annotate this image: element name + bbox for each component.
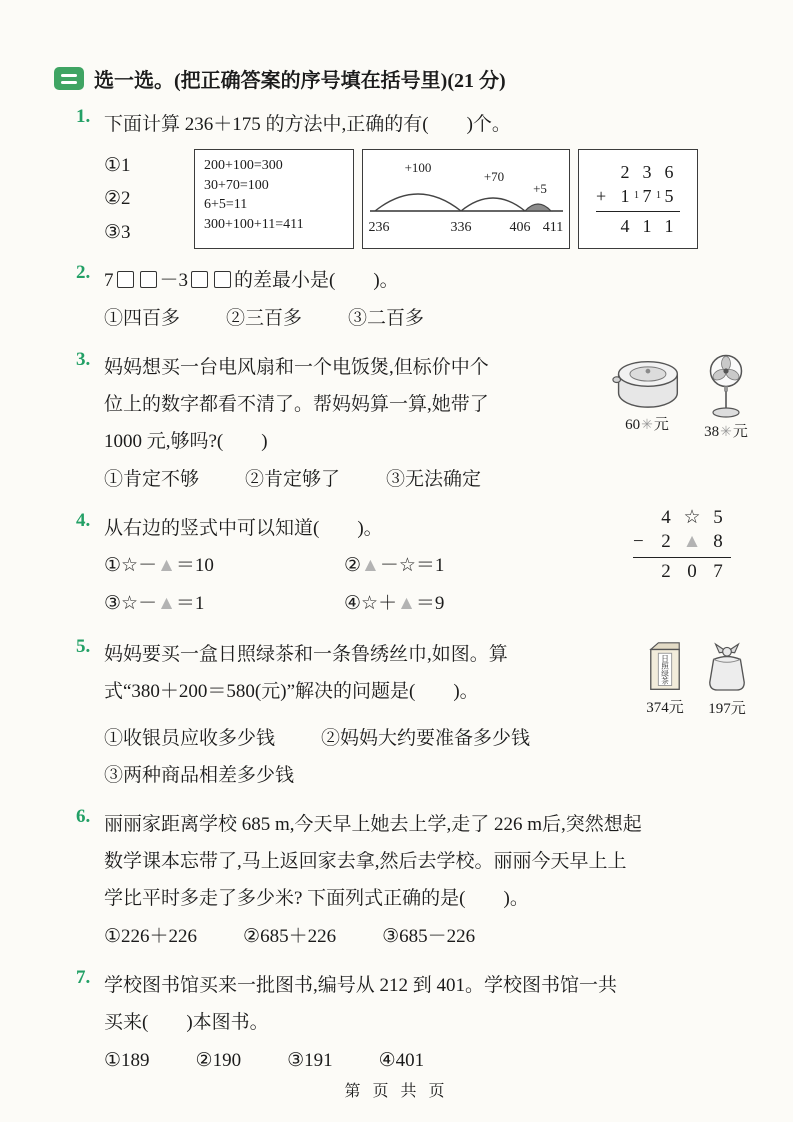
options-row: [104, 721, 749, 756]
question-3-figures: [611, 349, 749, 460]
options-row: [104, 301, 749, 336]
page-footer: 第 页 共 页: [344, 1083, 449, 1100]
options-row: [104, 1043, 749, 1078]
section-two-icon: [54, 67, 84, 90]
options-row: [104, 585, 749, 623]
question-4: [76, 507, 749, 623]
question-text: 妈妈要买一盒日照绿茶和一条鲁绣丝巾,如图。算 式“380＋200＝580(元)”解决的问题是( )。: [104, 644, 508, 702]
question-number: 7.: [76, 967, 91, 988]
price-label: 60✳元: [625, 417, 669, 433]
tea-box-icon: [645, 640, 685, 695]
option: ①肯定不够: [104, 469, 200, 490]
svg-text:茶: 茶: [661, 676, 669, 686]
question-text: 买来( )本图书。: [104, 1012, 269, 1033]
option: ①189: [104, 1050, 150, 1071]
option: ①☆－▲＝10: [104, 555, 214, 576]
question-text: 数学课本忘带了,马上返回家去拿,然后去学校。丽丽今天早上上: [104, 851, 627, 872]
difference-rule: [633, 557, 731, 558]
obscured-digit-icon: ✳: [641, 418, 653, 433]
carry-mark: 1: [656, 190, 661, 201]
option: ①226＋226: [104, 926, 198, 947]
section-header: [54, 64, 749, 93]
method-numberline-box: [362, 149, 570, 249]
svg-text:411: 411: [542, 220, 564, 235]
electric-fan-icon: [703, 353, 749, 419]
sum-rule: [596, 211, 680, 212]
svg-text:+100: +100: [404, 160, 432, 175]
star-shape: ☆: [121, 555, 139, 576]
rice-cooker-icon: [611, 353, 683, 412]
triangle-shape: ▲: [157, 593, 176, 614]
question-2: [76, 262, 749, 336]
equation-line: 30+70=100: [204, 177, 269, 193]
question-number: 4.: [76, 510, 91, 531]
method-decompose-box: [194, 149, 354, 249]
equation-line: 200+100=300: [204, 158, 283, 173]
question-5: [76, 636, 749, 793]
svg-text:236: 236: [368, 220, 390, 235]
triangle-shape: ▲: [361, 555, 380, 576]
option: ②妈妈大约要准备多少钱: [321, 728, 531, 749]
svg-text:+5: +5: [533, 181, 547, 196]
plus-sign: +: [596, 186, 607, 206]
option: ④☆＋▲＝9: [344, 593, 445, 614]
question-text: 学校图书馆买来一批图书,编号从 212 到 401。学校图书馆一共: [104, 975, 618, 996]
silk-scarf-bundle-icon: [705, 640, 749, 696]
section-title: 选一选。: [94, 70, 174, 92]
svg-text:照: 照: [661, 661, 669, 671]
question-text: 丽丽家距离学校 685 m,今天早上她去上学,走了 226 m后,突然想起: [104, 814, 642, 835]
number-line: [367, 153, 565, 245]
question-5-figures: [645, 636, 749, 719]
question-3: [76, 349, 749, 497]
option: ③☆－▲＝1: [104, 593, 205, 614]
vertical-subtraction: 4 ☆ 5 − 2 ▲ 8 2 0 7: [633, 506, 731, 584]
option: ②685＋226: [243, 926, 337, 947]
equation-line: 300+100+11=411: [204, 216, 304, 232]
svg-text:+70: +70: [483, 169, 505, 184]
option: ②2: [104, 188, 131, 210]
svg-text:406: 406: [509, 220, 531, 235]
option: ④401: [378, 1050, 425, 1071]
question-number: 6.: [76, 806, 91, 827]
blank-box: [117, 271, 134, 288]
question-1: [76, 106, 749, 249]
question-number: 3.: [76, 349, 91, 370]
triangle-shape: ▲: [157, 555, 176, 576]
question-number: 5.: [76, 636, 91, 657]
option: ③3: [104, 221, 131, 243]
vertical-addition: 2 3 6 + 1 1 7 1 5 4 1 1: [596, 160, 680, 238]
star-shape: ☆: [121, 593, 139, 614]
question-number: 1.: [76, 106, 91, 127]
svg-text:绿: 绿: [661, 669, 669, 679]
blank-box: [140, 271, 157, 288]
question-text: 7 －3 的差最小是( )。: [104, 270, 399, 291]
options-row: [104, 758, 749, 793]
question-text: 妈妈想买一台电风扇和一个电饭煲,但标价中个 位上的数字都看不清了。帮妈妈算一算,她带了 1000 元,够吗?( ): [104, 357, 489, 452]
equation-line: 6+5=11: [204, 197, 248, 212]
price-label: 197元: [708, 701, 746, 717]
option: ①1: [104, 155, 131, 177]
question-7: [76, 967, 749, 1078]
blank-box: [214, 271, 231, 288]
section-instructions: (把正确答案的序号填在括号里)(21 分): [174, 70, 506, 92]
option: ①四百多: [104, 308, 181, 329]
question-text: 下面计算 236＋175 的方法中,正确的有( )个。: [104, 114, 511, 135]
question-6: [76, 806, 749, 954]
option: ②肯定够了: [245, 469, 341, 490]
option: ①收银员应收多少钱: [104, 728, 276, 749]
question-1-methods: [104, 149, 749, 249]
carry-mark: 1: [634, 190, 639, 201]
option: ③191: [287, 1050, 333, 1071]
svg-text:日: 日: [661, 653, 669, 663]
option: ②▲－☆＝1: [344, 555, 445, 576]
options-row: [104, 919, 749, 954]
option: ③685－226: [382, 926, 476, 947]
question-text: 学比平时多走了多少米? 下面列式正确的是( )。: [104, 888, 529, 909]
svg-text:336: 336: [450, 220, 472, 235]
option: ③二百多: [348, 308, 425, 329]
options-row: [104, 462, 749, 497]
triangle-shape: ▲: [682, 531, 702, 552]
question-number: 2.: [76, 262, 91, 283]
price-label: 374元: [646, 700, 684, 716]
option: ②190: [195, 1050, 242, 1071]
star-shape: ☆: [398, 555, 416, 576]
star-shape: ☆: [683, 507, 701, 528]
obscured-digit-icon: ✳: [720, 425, 732, 440]
minus-sign: −: [633, 531, 644, 552]
option: ③两种商品相差多少钱: [104, 765, 295, 786]
question-1-choices: [104, 149, 186, 249]
star-shape: ☆: [361, 593, 379, 614]
price-label: 38✳元: [704, 424, 748, 440]
option: ③无法确定: [386, 469, 482, 490]
section-title-wrap: [94, 64, 506, 93]
question-text: 从右边的竖式中可以知道( )。: [104, 518, 383, 539]
method-vertical-box: [578, 149, 698, 249]
option: ②三百多: [226, 308, 303, 329]
blank-box: [191, 271, 208, 288]
triangle-shape: ▲: [397, 593, 416, 614]
